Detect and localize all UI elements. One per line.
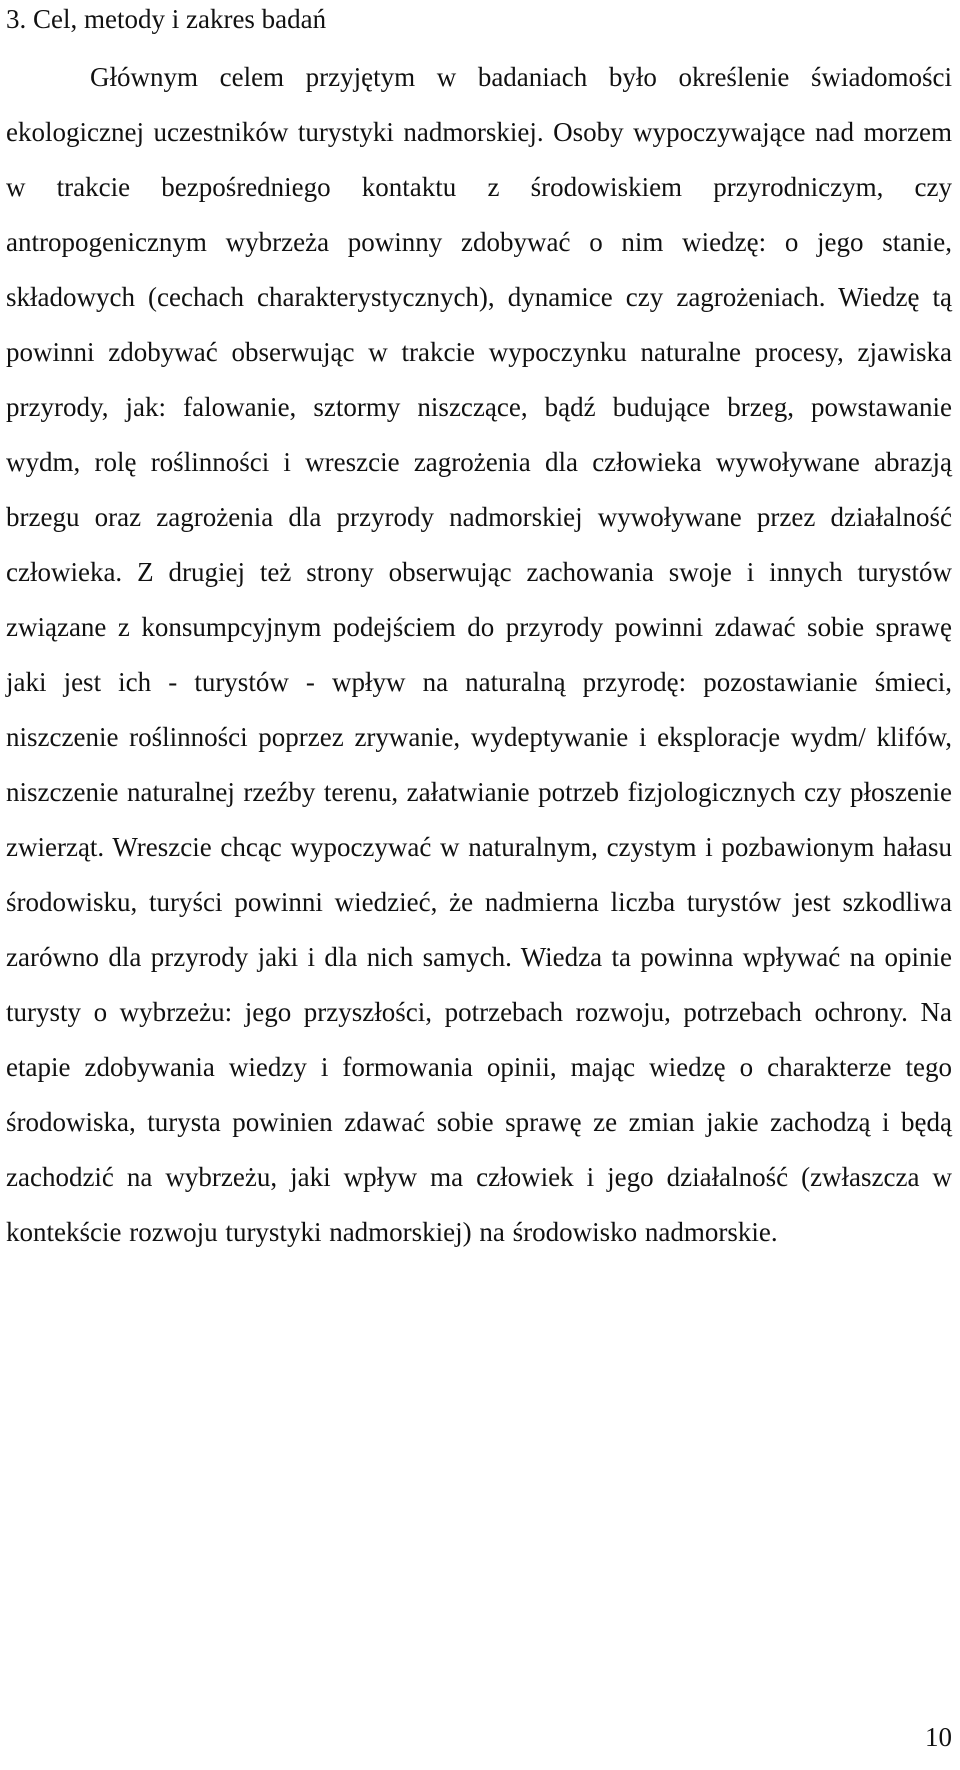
- body-paragraph: Głównym celem przyjętym w badaniach było określenie świadomości ekologicznej uczestników turystyki nadmorskiej. Osoby wypoczywające nad morzem w trakcie bezpośredniego kontaktu z środowiskiem przyrodniczym, czy antropogenicznym wybrzeża powinny zdobywać o nim wiedzę: o jego stanie, składowych (cechach charakterystycznych), dynamice czy zagrożeniach. Wiedzę tą powinni zdobywać obserwując w trakcie wypoczynku naturalne procesy, zjawiska przyrody, jak: falowanie, sztormy niszczące, bądź budujące brzeg, powstawanie wydm, rolę roślinności i wreszcie zagrożenia dla człowieka wywoływane abrazją brzegu oraz zagrożenia dla przyrody nadmorskiej wywoływane przez działalność człowieka. Z drugiej też strony obserwując zachowania swoje i innych turystów związane z konsumpcyjnym podejściem do przyrody powinni zdawać sobie sprawę jaki jest ich - turystów - wpływ na naturalną przyrodę: pozostawianie śmieci, niszczenie roślinności poprzez zrywanie, wydeptywanie i eksploracje wydm/ klifów, niszczenie naturalnej rzeźby terenu, załatwianie potrzeb fizjologicznych czy płoszenie zwierząt. Wreszcie chcąc wypoczywać w naturalnym, czystym i pozbawionym hałasu środowisku, turyści powinni wiedzieć, że nadmierna liczba turystów jest szkodliwa zarówno dla przyrody jaki i dla nich samych. Wiedza ta powinna wpływać na opinie turysty o wybrzeżu: jego przyszłości, potrzebach rozwoju, potrzebach ochrony. Na etapie zdobywania wiedzy i formowania opinii, mając wiedzę o charakterze tego środowiska, turysta powinien zdawać sobie sprawę ze zmian jakie zachodzą i będą zachodzić na wybrzeżu, jaki wpływ ma człowiek i jego działalność (zwłaszcza w kontekście rozwoju turystyki nadmorskiej) na środowisko nadmorskie.: [6, 62, 952, 1247]
- page-number: 10: [925, 1722, 952, 1752]
- section-heading: 3. Cel, metody i zakres badań: [6, 4, 327, 34]
